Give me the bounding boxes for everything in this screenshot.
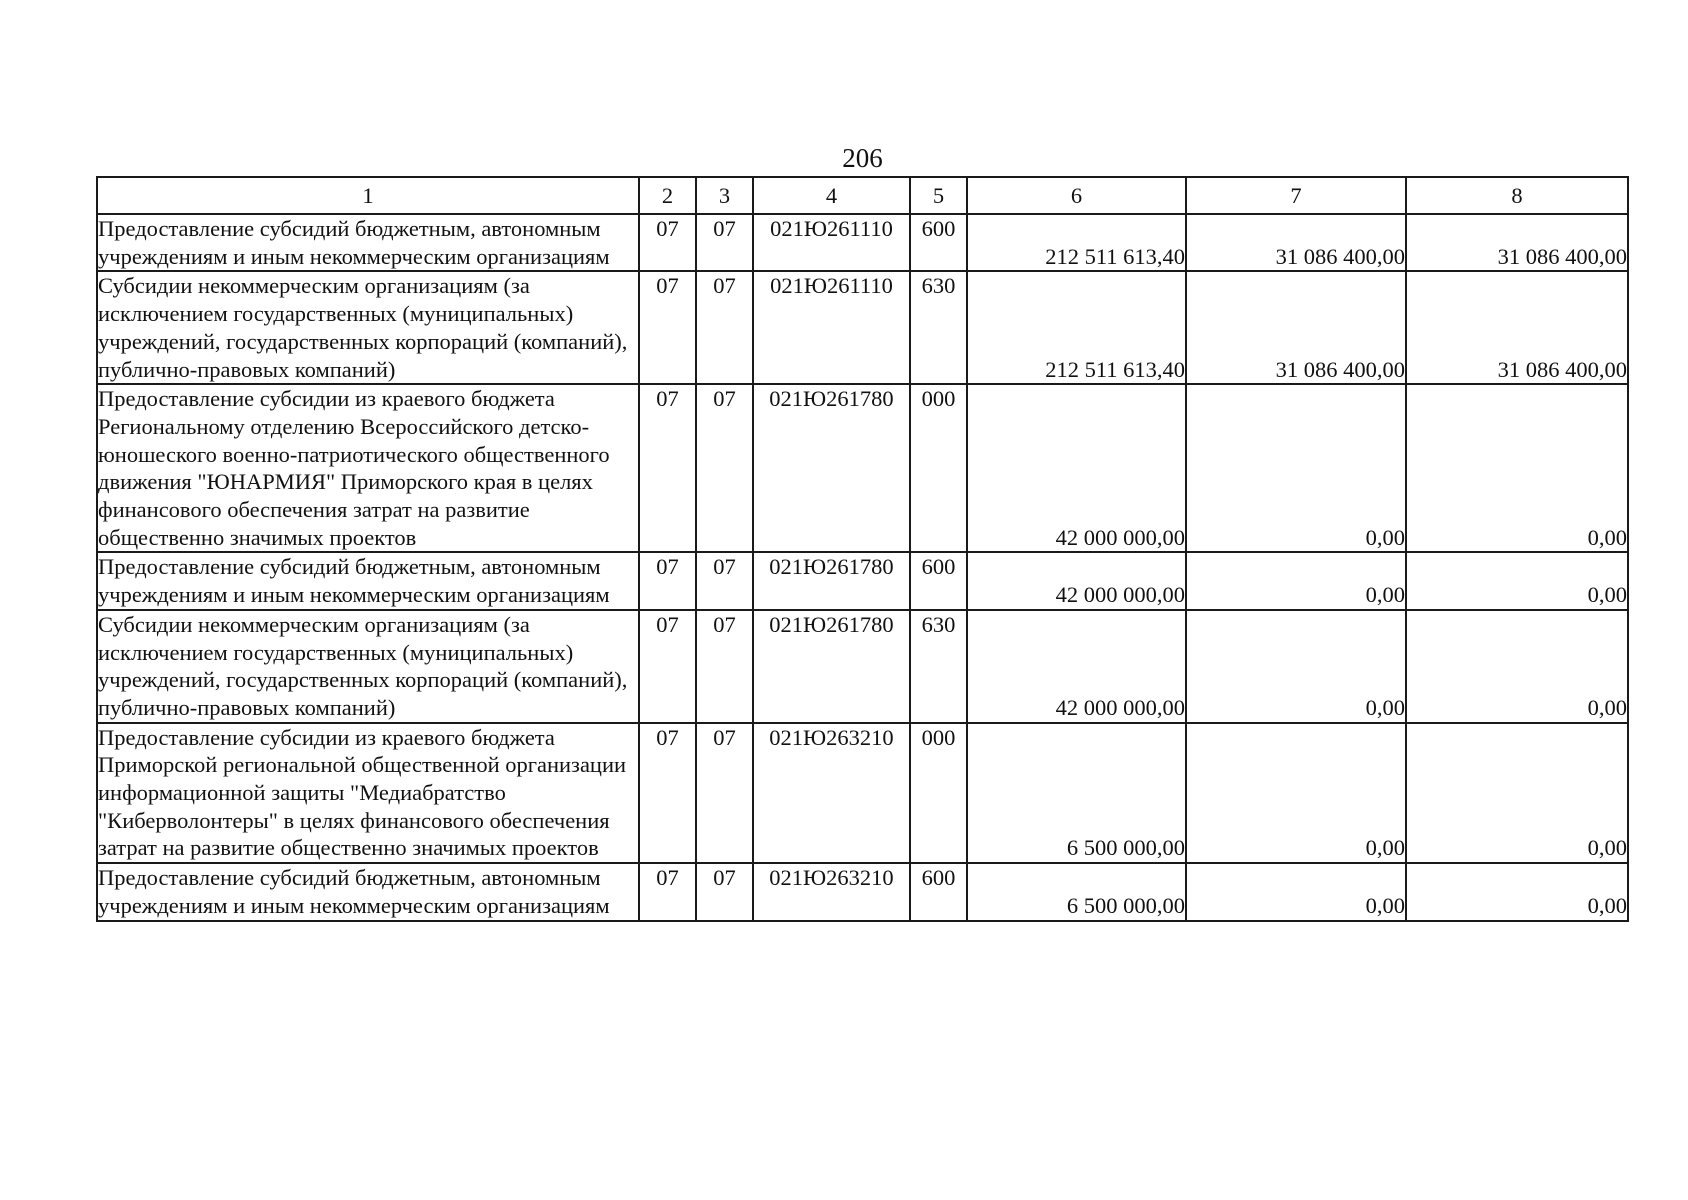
amount-col-8: 0,00 bbox=[1406, 863, 1628, 920]
amount-col-8: 31 086 400,00 bbox=[1406, 271, 1628, 384]
amount-col-8: 0,00 bbox=[1406, 610, 1628, 723]
amount-col-7: 31 086 400,00 bbox=[1186, 214, 1406, 271]
column-header: 4 bbox=[753, 177, 910, 214]
expense-type-code: 600 bbox=[910, 214, 967, 271]
target-article-code: 021Ю261780 bbox=[753, 610, 910, 723]
row-description: Предоставление субсидии из краевого бюджета Приморской региональной общественной организации информационной защиты "Медиабратство "Киберволонтеры" в целях финансового обеспечения затрат на развитие общественно значимых проектов bbox=[97, 723, 639, 864]
subsection-code: 07 bbox=[696, 552, 753, 609]
expense-type-code: 000 bbox=[910, 723, 967, 864]
table-row bbox=[97, 214, 1628, 271]
amount-col-8: 0,00 bbox=[1406, 384, 1628, 552]
amount-col-6: 6 500 000,00 bbox=[967, 863, 1186, 920]
target-article-code: 021Ю263210 bbox=[753, 863, 910, 920]
table-row bbox=[97, 384, 1628, 552]
row-description: Предоставление субсидии из краевого бюджета Региональному отделению Всероссийского детско-юношеского военно-патриотического общественного движения "ЮНАРМИЯ" Приморского края в целях финансового обеспечения затрат на развитие общественно значимых проектов bbox=[97, 384, 639, 552]
expense-type-code: 630 bbox=[910, 271, 967, 384]
amount-col-8: 31 086 400,00 bbox=[1406, 214, 1628, 271]
amount-col-6: 212 511 613,40 bbox=[967, 271, 1186, 384]
expense-type-code: 600 bbox=[910, 863, 967, 920]
table-row bbox=[97, 552, 1628, 609]
target-article-code: 021Ю261110 bbox=[753, 271, 910, 384]
amount-col-6: 42 000 000,00 bbox=[967, 610, 1186, 723]
page-number: 206 bbox=[842, 143, 883, 173]
column-header: 7 bbox=[1186, 177, 1406, 214]
subsection-code: 07 bbox=[696, 214, 753, 271]
section-code: 07 bbox=[639, 610, 696, 723]
target-article-code: 021Ю263210 bbox=[753, 723, 910, 864]
expense-type-code: 600 bbox=[910, 552, 967, 609]
column-header: 2 bbox=[639, 177, 696, 214]
amount-col-6: 212 511 613,40 bbox=[967, 214, 1186, 271]
target-article-code: 021Ю261780 bbox=[753, 552, 910, 609]
amount-col-7: 0,00 bbox=[1186, 552, 1406, 609]
amount-col-8: 0,00 bbox=[1406, 723, 1628, 864]
section-code: 07 bbox=[639, 723, 696, 864]
amount-col-7: 0,00 bbox=[1186, 610, 1406, 723]
table-row bbox=[97, 723, 1628, 864]
section-code: 07 bbox=[639, 214, 696, 271]
amount-col-6: 6 500 000,00 bbox=[967, 723, 1186, 864]
row-description: Предоставление субсидий бюджетным, автономным учреждениям и иным некоммерческим организациям bbox=[97, 214, 639, 271]
amount-col-7: 0,00 bbox=[1186, 863, 1406, 920]
section-code: 07 bbox=[639, 384, 696, 552]
row-description: Субсидии некоммерческим организациям (за исключением государственных (муниципальных) учреждений, государственных корпораций (компаний), публично-правовых компаний) bbox=[97, 610, 639, 723]
column-header: 3 bbox=[696, 177, 753, 214]
section-code: 07 bbox=[639, 863, 696, 920]
amount-col-7: 31 086 400,00 bbox=[1186, 271, 1406, 384]
amount-col-8: 0,00 bbox=[1406, 552, 1628, 609]
amount-col-7: 0,00 bbox=[1186, 384, 1406, 552]
amount-col-6: 42 000 000,00 bbox=[967, 552, 1186, 609]
amount-col-7: 0,00 bbox=[1186, 723, 1406, 864]
expense-type-code: 630 bbox=[910, 610, 967, 723]
subsection-code: 07 bbox=[696, 610, 753, 723]
column-header: 1 bbox=[97, 177, 639, 214]
amount-col-6: 42 000 000,00 bbox=[967, 384, 1186, 552]
row-description: Предоставление субсидий бюджетным, автономным учреждениям и иным некоммерческим организациям bbox=[97, 863, 639, 920]
budget-table bbox=[96, 176, 1629, 922]
target-article-code: 021Ю261110 bbox=[753, 214, 910, 271]
header-row bbox=[97, 177, 1628, 214]
section-code: 07 bbox=[639, 552, 696, 609]
expense-type-code: 000 bbox=[910, 384, 967, 552]
target-article-code: 021Ю261780 bbox=[753, 384, 910, 552]
subsection-code: 07 bbox=[696, 723, 753, 864]
section-code: 07 bbox=[639, 271, 696, 384]
subsection-code: 07 bbox=[696, 271, 753, 384]
row-description: Предоставление субсидий бюджетным, автономным учреждениям и иным некоммерческим организациям bbox=[97, 552, 639, 609]
column-header: 5 bbox=[910, 177, 967, 214]
table-row bbox=[97, 863, 1628, 920]
table-row bbox=[97, 610, 1628, 723]
table-row bbox=[97, 271, 1628, 384]
subsection-code: 07 bbox=[696, 384, 753, 552]
subsection-code: 07 bbox=[696, 863, 753, 920]
row-description: Субсидии некоммерческим организациям (за исключением государственных (муниципальных) учреждений, государственных корпораций (компаний), публично-правовых компаний) bbox=[97, 271, 639, 384]
column-header: 6 bbox=[967, 177, 1186, 214]
column-header: 8 bbox=[1406, 177, 1628, 214]
